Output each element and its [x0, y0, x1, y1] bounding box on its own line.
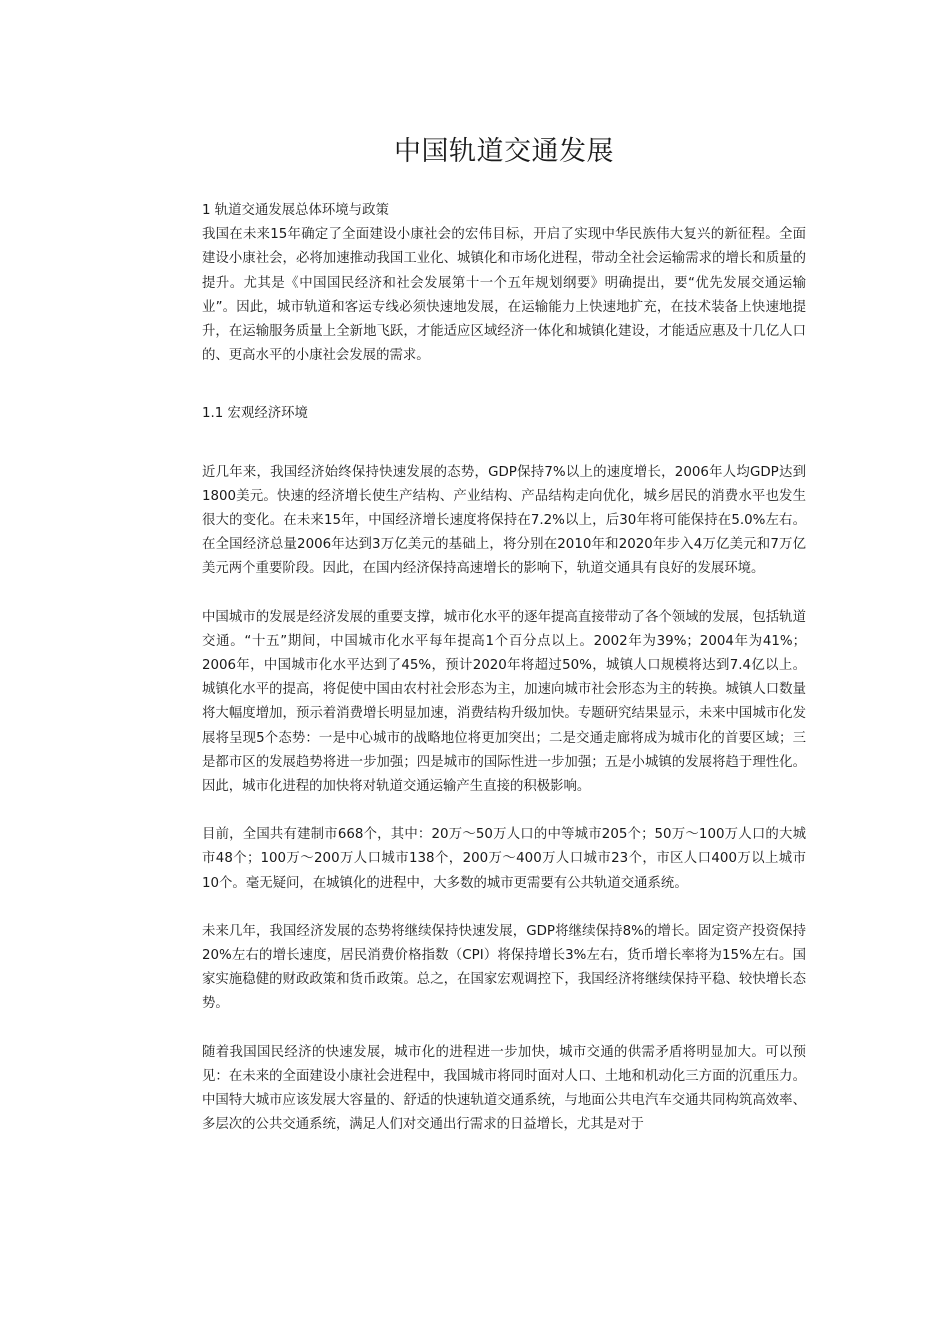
- paragraph: 未来几年，我国经济发展的态势将继续保持快速发展，GDP将继续保持8%的增长。固定资产投资保持20%左右的增长速度，居民消费价格指数（CPI）将保持增长3%左右，货币增长率将为15%左右。国家实施稳健的财政政策和货币政策。总之，在国家宏观调控下，我国经济将继续保持平稳、较快增长态势。: [202, 923, 806, 1012]
- paragraph: 中国城市的发展是经济发展的重要支撑，城市化水平的逐年提高直接带动了各个领域的发展，包括轨道交通。“十五”期间，中国城市化水平每年提高1个百分点以上。2002年为39%；2004年为41%；2006年，中国城市化水平达到了45%，预计2020年将超过50%，城镇人口规模将达到7.4亿以上。城镇化水平的提高，将促使中国由农村社会形态为主，加速向城市社会形态为主的转换。城镇人口数量将大幅度增加，预示着消费增长明显加速，消费结构升级加快。专题研究结果显示，未来中国城市化发展将呈现5个态势：一是中心城市的战略地位将更加突出；二是交通走廊将成为城市化的首要区域；三是都市区的发展趋势将进一步加强；四是城市的国际性进一步加强；五是小城镇的发展将趋于理性化。因此，城市化进程的加快将对轨道交通运输产生直接的积极影响。: [202, 609, 806, 795]
- paragraph: 随着我国国民经济的快速发展，城市化的进程进一步加快，城市交通的供需矛盾将明显加大。可以预见：在未来的全面建设小康社会进程中，我国城市将同时面对人口、土地和机动化三方面的沉重压力。中国特大城市应该发展大容量的、舒适的快速轨道交通系统，与地面公共电汽车交通共同构筑高效率、多层次的公共交通系统，满足人们对交通出行需求的日益增长，尤其是对于: [202, 1044, 806, 1133]
- spacer: [202, 368, 806, 402]
- paragraph: 近几年来，我国经济始终保持快速发展的态势，GDP保持7%以上的速度增长，2006年人均GDP达到1800美元。快速的经济增长使生产结构、产业结构、产品结构走向优化，城乡居民的消费水平也发生很大的变化。在未来15年，中国经济增长速度将保持在7.2%以上，后30年将可能保持在5.0%左右。在全国经济总量2006年达到3万亿美元的基础上，将分别在2010年和2020年步入4万亿美元和7万亿美元两个重要阶段。因此，在国内经济保持高速增长的影响下，轨道交通具有良好的发展环境。: [202, 464, 806, 577]
- paragraph: 目前，全国共有建制市668个，其中：20万～50万人口的中等城市205个；50万～100万人口的大城市48个；100万～200万人口城市138个，200万～400万人口城市23个，市区人口400万以上城市10个。毫无疑问，在城镇化的进程中，大多数的城市更需要有公共轨道交通系统。: [202, 827, 806, 891]
- document-body: [202, 199, 806, 1138]
- spacer: [202, 427, 806, 461]
- spacer: [202, 896, 806, 920]
- spacer: [202, 1017, 806, 1041]
- spacer: [202, 799, 806, 823]
- spacer: [202, 582, 806, 606]
- subsection-heading: 1.1 宏观经济环境: [202, 406, 308, 422]
- document-title: 中国轨道交通发展: [394, 136, 614, 167]
- paragraph: 我国在未来15年确定了全面建设小康社会的宏伟目标，开启了实现中华民族伟大复兴的新征程。全面建设小康社会，必将加速推动我国工业化、城镇化和市场化进程，带动全社会运输需求的增长和质量的提升。尤其是《中国国民经济和社会发展第十一个五年规划纲要》明确提出，要“优先发展交通运输业”。因此，城市轨道和客运专线必须快速地发展，在运输能力上快速地扩充，在技术装备上快速地提升，在运输服务质量上全新地飞跃，才能适应区域经济一体化和城镇化建设，才能适应惠及十几亿人口的、更高水平的小康社会发展的需求。: [202, 227, 806, 364]
- section-heading: 1 轨道交通发展总体环境与政策: [202, 203, 389, 218]
